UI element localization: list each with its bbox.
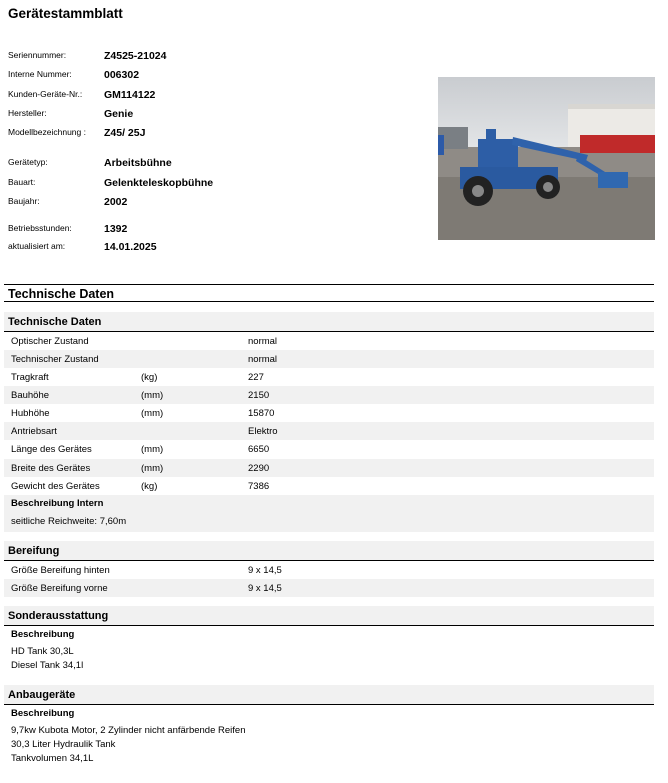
- master-row: [8, 241, 428, 259]
- table-row: [4, 350, 654, 368]
- master-label: Seriennummer:: [8, 50, 67, 60]
- table-row: [4, 440, 654, 458]
- table-row: [4, 368, 654, 386]
- master-row: [8, 223, 428, 241]
- master-row: [8, 69, 428, 87]
- master-label: Bauart:: [8, 177, 36, 187]
- table-row: [4, 404, 654, 422]
- special-line: Diesel Tank 34,1l: [11, 660, 84, 671]
- property-name: Länge des Gerätes: [11, 444, 92, 455]
- attachments-line: Tankvolumen 34,1L: [11, 753, 94, 764]
- master-label: Modellbezeichnung :: [8, 127, 86, 137]
- property-name: Gewicht des Gerätes: [11, 481, 100, 492]
- property-name: Breite des Gerätes: [11, 463, 91, 474]
- property-unit: (mm): [141, 444, 164, 455]
- master-value: GM114122: [104, 89, 156, 101]
- table-row: [4, 561, 654, 579]
- special-line: HD Tank 30,3L: [11, 646, 74, 657]
- table-row: [4, 422, 654, 440]
- master-row: [8, 89, 428, 107]
- master-value: 14.01.2025: [104, 241, 157, 253]
- internal-description: [4, 495, 654, 532]
- property-value: normal: [248, 336, 278, 347]
- master-row: [8, 108, 428, 126]
- divider: [4, 284, 654, 285]
- master-label: Baujahr:: [8, 196, 40, 206]
- property-value: 6650: [248, 444, 270, 455]
- property-name: Größe Bereifung vorne: [11, 583, 108, 594]
- property-name: Größe Bereifung hinten: [11, 565, 110, 576]
- master-row: [8, 127, 428, 153]
- table-row: [4, 579, 654, 597]
- property-unit: (kg): [141, 372, 158, 383]
- page-title: Gerätestammblatt: [8, 6, 123, 21]
- property-value: 7386: [248, 481, 270, 492]
- table-row: [4, 459, 654, 477]
- special-description: [4, 626, 654, 676]
- section-header-tyres: [4, 541, 654, 561]
- property-value: 9 x 14,5: [248, 583, 282, 594]
- attachments-line: 9,7kw Kubota Motor, 2 Zylinder nicht anfärbende Reifen: [11, 725, 246, 736]
- machine-photo: [438, 77, 655, 240]
- section-title: Anbaugeräte: [8, 689, 76, 701]
- property-unit: (mm): [141, 408, 164, 419]
- master-label: Interne Nummer:: [8, 69, 72, 79]
- master-label: Betriebsstunden:: [8, 223, 72, 233]
- attachments-description: [4, 705, 654, 775]
- property-name: Hubhöhe: [11, 408, 50, 419]
- internal-description-text: seitliche Reichweite: 7,60m: [11, 516, 127, 527]
- master-value: 1392: [104, 223, 128, 235]
- master-label: aktualisiert am:: [8, 241, 66, 251]
- property-name: Bauhöhe: [11, 390, 50, 401]
- master-value: Genie: [104, 108, 134, 120]
- master-row: [8, 50, 428, 68]
- master-value: Z4525-21024: [104, 50, 167, 62]
- technical-title: Technische Daten: [8, 287, 115, 301]
- table-row: [4, 332, 654, 350]
- section-header-special: [4, 606, 654, 626]
- table-row: [4, 386, 654, 404]
- property-value: 15870: [248, 408, 275, 419]
- property-unit: (kg): [141, 481, 158, 492]
- divider: [4, 301, 654, 302]
- internal-description-label: Beschreibung Intern: [11, 498, 104, 509]
- property-value: 9 x 14,5: [248, 565, 282, 576]
- property-name: Optischer Zustand: [11, 336, 89, 347]
- master-value: Gelenkteleskopbühne: [104, 177, 214, 189]
- special-description-label: Beschreibung: [11, 629, 75, 640]
- property-value: normal: [248, 354, 278, 365]
- section-header-technical: [4, 312, 654, 332]
- master-label: Gerätetyp:: [8, 157, 48, 167]
- property-value: 2150: [248, 390, 270, 401]
- property-value: Elektro: [248, 426, 278, 437]
- attachments-description-label: Beschreibung: [11, 708, 75, 719]
- master-value: Arbeitsbühne: [104, 157, 172, 169]
- property-name: Tragkraft: [11, 372, 49, 383]
- property-name: Technischer Zustand: [11, 354, 99, 365]
- property-name: Antriebsart: [11, 426, 57, 437]
- master-value: 006302: [104, 69, 140, 81]
- property-value: 227: [248, 372, 264, 383]
- master-label: Hersteller:: [8, 108, 47, 118]
- master-label: Kunden-Geräte-Nr.:: [8, 89, 83, 99]
- section-title: Bereifung: [8, 545, 60, 557]
- master-row: [8, 157, 428, 175]
- property-value: 2290: [248, 463, 270, 474]
- property-unit: (mm): [141, 390, 164, 401]
- section-title: Sonderausstattung: [8, 610, 109, 622]
- master-row: [8, 177, 428, 195]
- attachments-line: 30,3 Liter Hydraulik Tank: [11, 739, 116, 750]
- master-value: 2002: [104, 196, 128, 208]
- master-value: Z45/ 25J: [104, 127, 146, 139]
- section-header-attachments: [4, 685, 654, 705]
- master-row: [8, 196, 428, 214]
- property-unit: (mm): [141, 463, 164, 474]
- section-title: Technische Daten: [8, 316, 102, 328]
- table-row: [4, 477, 654, 495]
